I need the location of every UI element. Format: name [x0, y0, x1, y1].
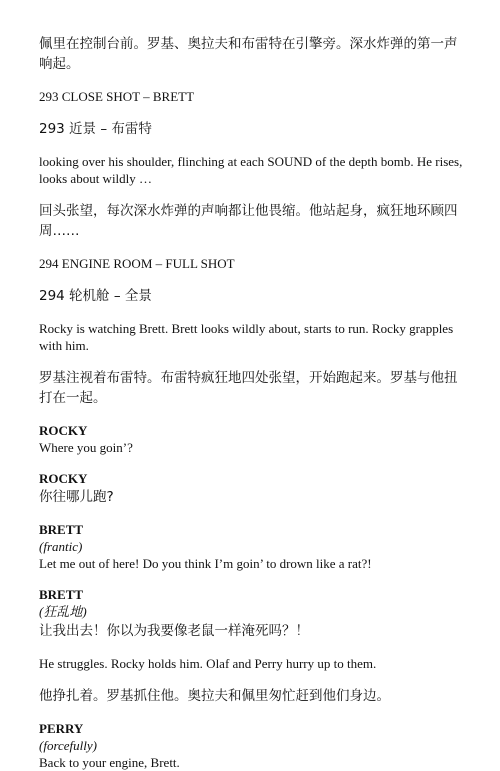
parenthetical: (frantic)	[39, 539, 83, 554]
action-line: looking over his shoulder, flinching at each SOUND of the depth bomb. He rises, looks about wildly …	[39, 154, 463, 186]
dialogue-block-zh	[39, 586, 470, 641]
dialogue-block-zh	[39, 470, 470, 507]
speaker-name: ROCKY	[39, 423, 88, 438]
dialogue-line-zh: 你往哪儿跑?	[39, 489, 114, 505]
scene-heading: 294 ENGINE ROOM – FULL SHOT	[39, 256, 235, 271]
parenthetical-zh: (狂乱地)	[39, 604, 87, 619]
dialogue-block	[39, 422, 470, 456]
speaker-name: PERRY	[39, 721, 84, 736]
dialogue-line: Back to your engine, Brett.	[39, 755, 180, 770]
dialogue-line-zh: 让我出去！你以为我要像老鼠一样淹死吗？！	[39, 623, 309, 639]
action-line-zh: 罗基注视着布雷特。布雷特疯狂地四处张望，开始跑起来。罗基与他扭打在一起。	[39, 370, 458, 406]
dialogue-line: Where you goin’?	[39, 440, 133, 455]
parenthetical: (forcefully)	[39, 738, 97, 753]
dialogue-block	[39, 720, 470, 771]
action-line: Rocky is watching Brett. Brett looks wildly about, starts to run. Rocky grapples with him.	[39, 321, 454, 353]
dialogue-block	[39, 521, 470, 572]
scene-heading-zh: 293 近景 – 布雷特	[39, 121, 152, 137]
action-line-zh: 佩里在控制台前。罗基、奥拉夫和布雷特在引擎旁。深水炸弹的第一声响起。	[39, 36, 458, 72]
scene-heading-zh: 294 轮机舱 – 全景	[39, 288, 152, 304]
action-line: He struggles. Rocky holds him. Olaf and Perry hurry up to them.	[39, 656, 377, 671]
speaker-name: BRETT	[39, 587, 84, 602]
speaker-name: BRETT	[39, 522, 84, 537]
action-line-zh: 回头张望，每次深水炸弹的声响都让他畏缩。他站起身，疯狂地环顾四周……	[39, 203, 458, 239]
dialogue-line: Let me out of here! Do you think I’m goin’ to drown like a rat?!	[39, 556, 372, 571]
action-line-zh: 他挣扎着。罗基抓住他。奥拉夫和佩里匆忙赶到他们身边。	[39, 688, 390, 704]
scene-heading: 293 CLOSE SHOT – BRETT	[39, 89, 195, 104]
speaker-name: ROCKY	[39, 471, 88, 486]
